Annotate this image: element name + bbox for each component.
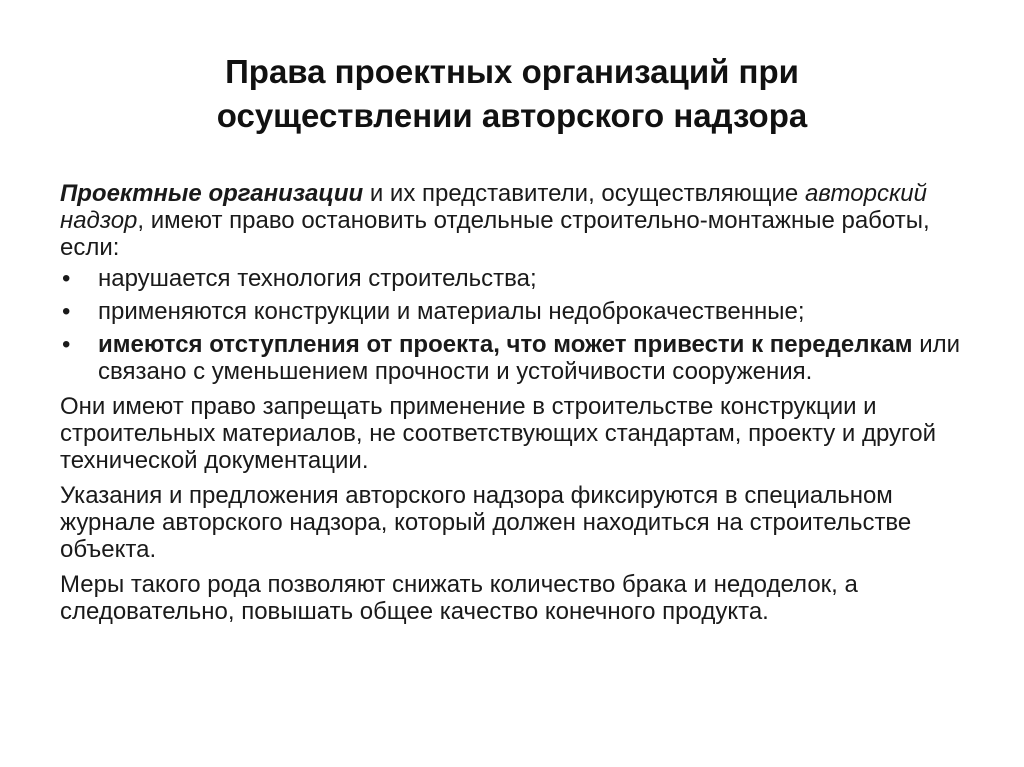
list-item-text-bold: имеются отступления от проекта, что может привести к переделкам [98,331,913,358]
title-line-1: Права проектных организаций при [225,53,799,90]
list-item [60,331,970,385]
paragraph-prohibit: Они имеют право запрещать применение в строительстве конструкции и строительных материалов, не соответствующих стандартам, проекту и другой технической документации. [60,393,937,474]
intro-paragraph [60,180,970,261]
list-item-text: или связано с уменьшением прочности и устойчивости сооружения. [98,331,961,385]
paragraph-quality: Меры такого рода позволяют снижать количество брака и недоделок, а следовательно, повышать общее качество конечного продукта. [60,571,858,625]
list-item [60,265,970,292]
title-line-2: осуществлении авторского надзора [216,97,808,134]
list-item [60,298,970,325]
conditions-list [60,265,970,385]
bullet-icon: • [62,265,71,292]
slide-title [0,50,1024,138]
intro-text-2: , имеют право остановить отдельные строительно-монтажные работы, если: [60,207,930,261]
list-item-text: применяются конструкции и материалы недоброкачественные; [98,298,805,325]
list-item-text: нарушается технология строительства; [98,265,537,292]
bullet-icon: • [62,331,71,358]
paragraph-journal: Указания и предложения авторского надзора фиксируются в специальном журнале авторского надзора, который должен находиться на строительстве объекта. [60,482,912,563]
intro-text-1: и их представители, осуществляющие [363,180,805,207]
intro-term: авторский надзор [60,180,928,234]
intro-subject: Проектные организации [60,180,364,207]
bullet-icon: • [62,298,71,325]
slide-body [60,180,970,633]
